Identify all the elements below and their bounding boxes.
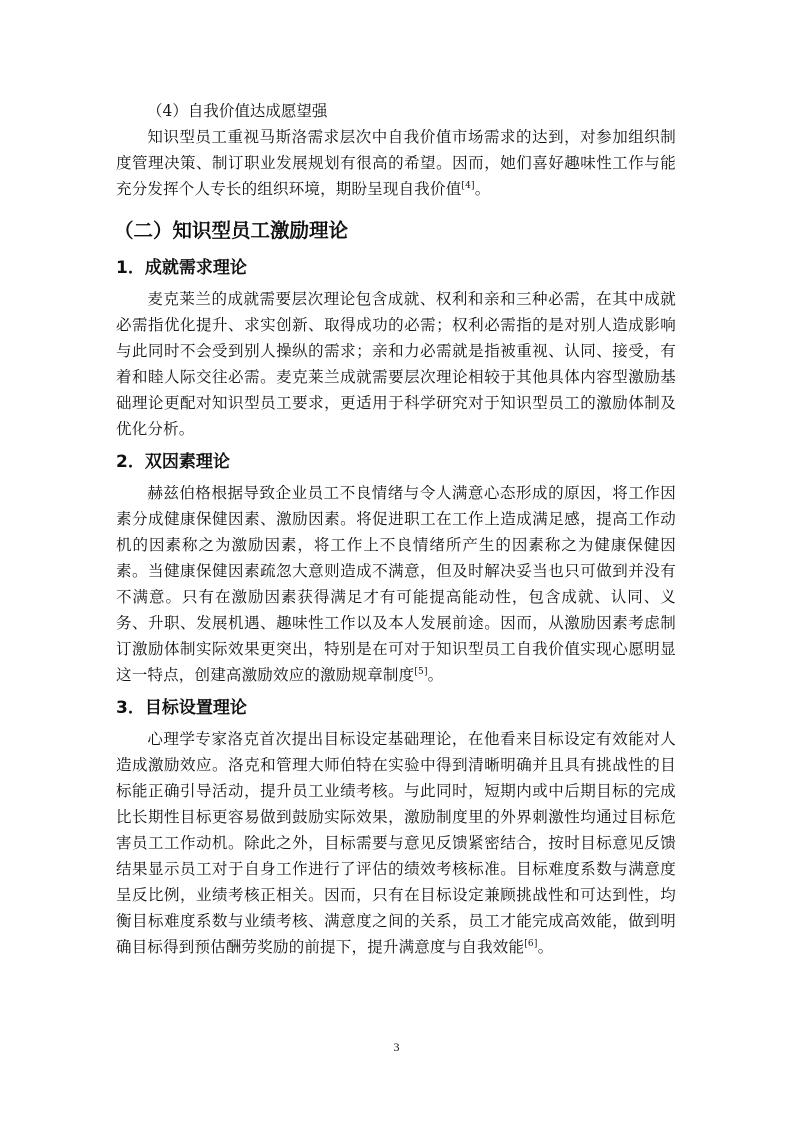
paragraph-goal-setting [116,726,676,960]
punctuation: 。 [537,938,554,956]
theory-title-achievement: 1．成就需求理论 [116,258,247,278]
punctuation: 。 [474,180,491,198]
subsection-title-4: （4）自我价值达成愿望强 [147,102,328,120]
paragraph-self-value [116,124,676,202]
theory-title-two-factor: 2．双因素理论 [116,452,230,472]
punctuation: 。 [427,666,444,684]
paragraph-text: 赫兹伯格根据导致企业员工不良情绪与令人满意心态形成的原因，将工作因素分成健康保健因素、激励因素。将促进职工在工作上造成满足感，提高工作动机的因素称之为激励因素，将工作上不良情绪所产生的因素称之为健康保健因素。当健康保健因素疏忽大意则造成不满意，但及时解决妥当也只可做到并没有不满意。只有在激励因素获得满足才有可能提高能动性，包含成就、认同、义务、升职、发展机遇、趣味性工作以及本人发展前途。因而，从激励因素考虑制订激励体制实际效果更突出，特别是在可对于知识型员工自我价值实现心愿明显这一特点，创建高激励效应的激励规章制度 [116,484,676,684]
paragraph-achievement [116,286,676,442]
paragraph-text: 知识型员工重视马斯洛需求层次中自我价值市场需求的达到，对参加组织制度管理决策、制订职业发展规划有很高的希望。因而，她们喜好趣味性工作与能充分发挥个人专长的组织环境，期盼呈现自我价值 [116,128,676,198]
theory-title-goal-setting: 3．目标设置理论 [116,698,247,718]
page-number: 3 [393,1040,400,1054]
citation-ref: [4] [461,180,475,191]
section-heading: （二）知识型员工激励理论 [114,219,349,242]
paragraph-two-factor [116,480,676,688]
page-content [116,98,676,960]
citation-ref: [6] [524,938,538,949]
citation-ref: [5] [414,666,428,677]
paragraph-text: 心理学专家洛克首次提出目标设定基础理论，在他看来目标设定有效能对人造成激励效应。洛克和管理大师伯特在实验中得到清晰明确并且具有挑战性的目标能正确引导活动，提升员工业绩考核。与此同时，短期内或中后期目标的完成比长期性目标更容易做到鼓励实际效果，激励制度里的外界刺激性均通过目标危害员工工作动机。除此之外，目标需要与意见反馈紧密结合，按时目标意见反馈结果显示员工对于自身工作进行了评估的绩效考核标准。目标难度系数与满意度呈反比例，业绩考核正相关。因而，只有在目标设定兼顾挑战性和可达到性，均衡目标难度系数与业绩考核、满意度之间的关系，员工才能完成高效能，做到明确目标得到预估酬劳奖励的前提下，提升满意度与自我效能 [116,730,676,956]
paragraph-text: 麦克莱兰的成就需要层次理论包含成就、权利和亲和三种必需，在其中成就必需指优化提升、求实创新、取得成功的必需；权利必需指的是对别人造成影响与此同时不会受到别人操纵的需求；亲和力必需就是指被重视、认同、接受，有着和睦人际交往必需。麦克莱兰成就需要层次理论相较于其他具体内容型激励基础理论更配对知识型员工要求，更适用于科学研究对于知识型员工的激励体制及优化分析。 [116,290,676,438]
